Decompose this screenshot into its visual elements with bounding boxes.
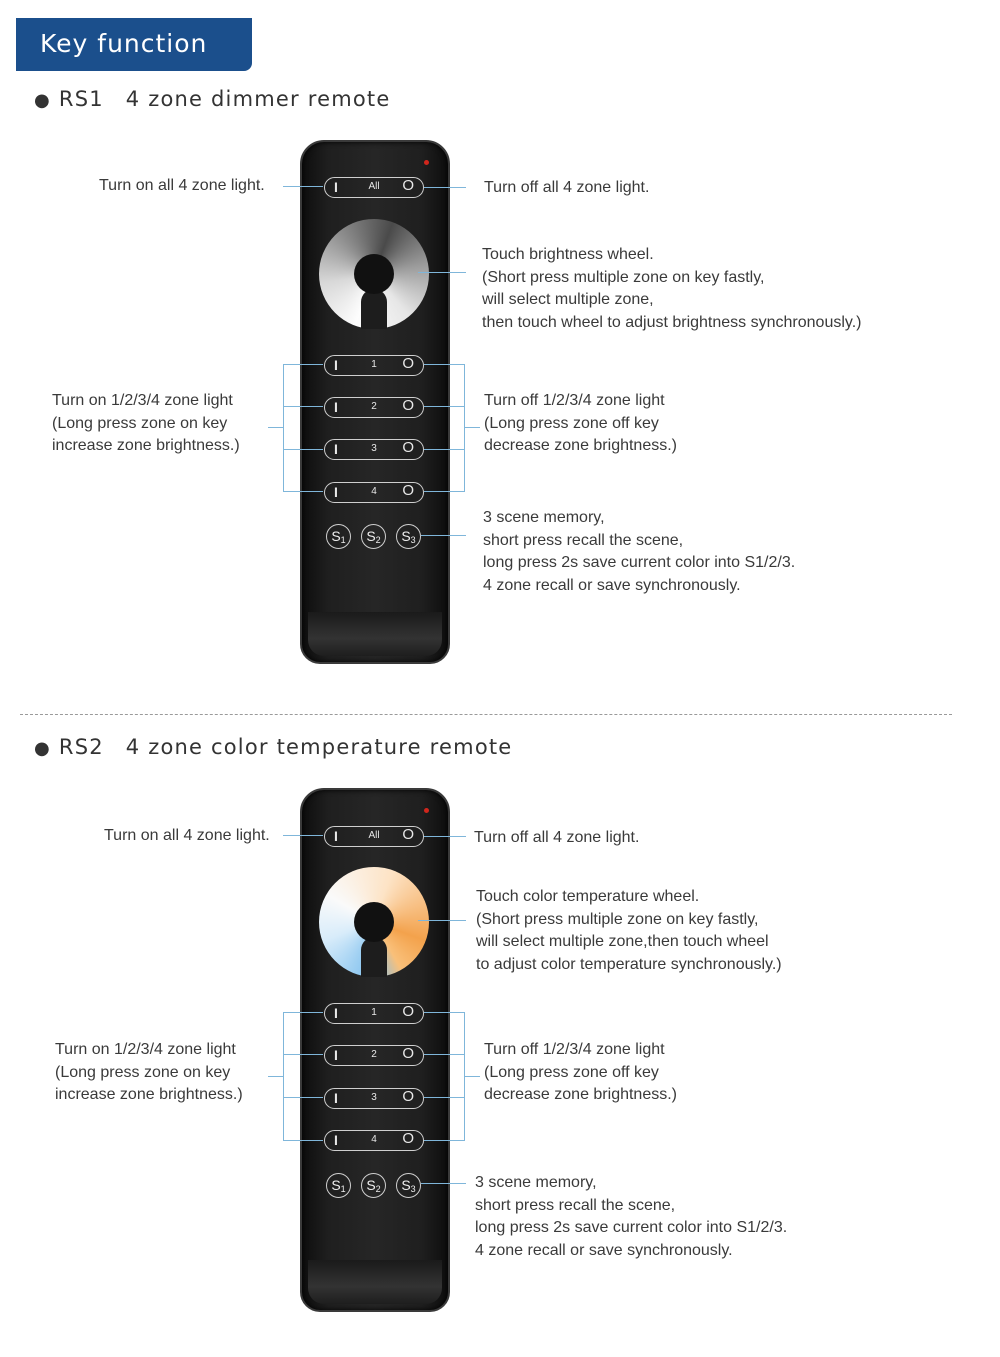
- all-label: All: [368, 830, 380, 841]
- bracket-line: [283, 364, 323, 365]
- bracket-line: [424, 406, 464, 407]
- note-line: increase zone brightness.): [55, 1086, 243, 1103]
- zone-label: 2: [371, 401, 377, 412]
- bracket-line: [424, 1097, 464, 1098]
- note-all-on: [104, 825, 270, 848]
- page-title: Key function: [40, 29, 208, 58]
- note-line: decrease zone brightness.): [484, 437, 677, 454]
- remote-bottom-band: [308, 1260, 442, 1304]
- note-line: 3 scene memory,: [483, 509, 605, 526]
- scene-number: 3: [410, 535, 416, 545]
- note-wheel: [482, 244, 861, 334]
- note-line: Turn on 1/2/3/4 zone light: [55, 1041, 236, 1058]
- zone-1-button[interactable]: [324, 355, 424, 376]
- note-line: short press recall the scene,: [475, 1196, 676, 1214]
- bracket-line: [283, 449, 323, 450]
- leader-line: [424, 187, 466, 188]
- note-line: Turn off 1/2/3/4 zone light: [484, 1041, 665, 1058]
- wheel-center: [354, 902, 394, 942]
- leader-line: [268, 1076, 283, 1077]
- note-line: increase zone brightness.): [52, 437, 240, 454]
- bracket-line: [424, 1012, 464, 1013]
- scene-2-button[interactable]: [361, 524, 386, 549]
- note-zone-off: [484, 1039, 677, 1107]
- bracket-line: [283, 406, 323, 407]
- model-description: 4 zone dimmer remote: [125, 87, 391, 111]
- on-symbol: I: [334, 828, 338, 844]
- note-all-on: [99, 175, 265, 198]
- off-symbol: O: [402, 439, 414, 456]
- leader-line: [421, 1183, 466, 1184]
- zone-label: 1: [371, 1007, 377, 1018]
- note-line: will select multiple zone,: [482, 291, 654, 308]
- zone-label: 3: [371, 443, 377, 454]
- zone-label: 3: [371, 1092, 377, 1103]
- zone-2-button[interactable]: [324, 397, 424, 418]
- zone-label: 1: [371, 359, 377, 370]
- zone-4-button[interactable]: [324, 1130, 424, 1151]
- scene-number: 1: [340, 535, 346, 545]
- on-symbol: I: [334, 441, 338, 457]
- on-symbol: I: [334, 399, 338, 415]
- bracket-line: [283, 1054, 323, 1055]
- note-line: Touch brightness wheel.: [482, 246, 654, 263]
- on-symbol: I: [334, 357, 338, 373]
- note-line: Turn on 1/2/3/4 zone light: [52, 392, 233, 409]
- bullet-icon: ●: [34, 738, 51, 759]
- bracket-line: [283, 1140, 323, 1141]
- note-line: Touch color temperature wheel.: [476, 888, 700, 905]
- note-line: Turn off all 4 zone light.: [474, 829, 640, 846]
- scene-number: 2: [375, 535, 381, 545]
- bracket-line: [283, 364, 284, 492]
- note-line: short press recall the scene,: [483, 531, 684, 549]
- bracket-line: [283, 1012, 284, 1141]
- zone-label: 2: [371, 1049, 377, 1060]
- zone-label: 4: [371, 486, 377, 497]
- off-symbol: O: [402, 1045, 414, 1062]
- zone-3-button[interactable]: [324, 439, 424, 460]
- note-line: (Short press multiple zone on key fastly,: [476, 910, 759, 928]
- off-symbol: O: [402, 826, 414, 843]
- on-symbol: I: [334, 484, 338, 500]
- note-line: (Long press zone off key: [484, 1063, 659, 1081]
- leader-line: [421, 535, 466, 536]
- remote-bottom-band: [308, 612, 442, 656]
- all-label: All: [368, 181, 380, 192]
- zone-3-button[interactable]: [324, 1088, 424, 1109]
- led-indicator: [424, 808, 429, 813]
- note-line: 4 zone recall or save synchronously.: [483, 576, 741, 594]
- bracket-line: [283, 491, 323, 492]
- note-line: long press 2s save current color into S1/2/3.: [475, 1219, 788, 1236]
- note-zone-off: [484, 390, 677, 458]
- zone-1-button[interactable]: [324, 1003, 424, 1024]
- note-zone-on: [55, 1039, 243, 1107]
- all-zone-button[interactable]: [324, 177, 424, 198]
- note-line: 4 zone recall or save synchronously.: [475, 1241, 733, 1259]
- bracket-line: [424, 364, 464, 365]
- scene-letter: S: [331, 1177, 341, 1193]
- scene-letter: S: [331, 528, 341, 544]
- color-temperature-wheel-icon[interactable]: [319, 867, 429, 977]
- note-zone-on: [52, 390, 240, 458]
- off-symbol: O: [402, 1088, 414, 1105]
- led-indicator: [424, 160, 429, 165]
- scene-1-button[interactable]: [326, 524, 351, 549]
- leader-line: [283, 835, 323, 836]
- note-line: Turn off 1/2/3/4 zone light: [484, 392, 665, 409]
- scene-number: 2: [375, 1184, 381, 1194]
- bracket-line: [464, 364, 465, 492]
- note-all-off: [484, 177, 649, 200]
- scene-3-button[interactable]: [396, 1173, 421, 1198]
- scene-letter: S: [401, 528, 411, 544]
- on-symbol: I: [334, 1005, 338, 1021]
- wheel-notch: [361, 937, 387, 977]
- remote-rs2: [300, 788, 450, 1312]
- model-name: RS2: [58, 735, 104, 759]
- off-symbol: O: [402, 397, 414, 414]
- bracket-line: [283, 1012, 323, 1013]
- all-zone-button[interactable]: [324, 826, 424, 847]
- section-title-rs2: [34, 735, 512, 759]
- note-line: Turn on all 4 zone light.: [99, 177, 265, 194]
- zone-label: 4: [371, 1134, 377, 1145]
- off-symbol: O: [402, 1003, 414, 1020]
- zone-2-button[interactable]: [324, 1045, 424, 1066]
- off-symbol: O: [402, 177, 414, 194]
- note-line: to adjust color temperature synchronously.): [476, 955, 782, 973]
- scene-1-button[interactable]: [326, 1173, 351, 1198]
- bullet-icon: ●: [34, 90, 51, 111]
- on-symbol: I: [334, 1132, 338, 1148]
- note-line: decrease zone brightness.): [484, 1086, 677, 1103]
- note-line: Turn off all 4 zone light.: [484, 179, 650, 196]
- note-line: Turn on all 4 zone light.: [104, 827, 270, 844]
- scene-2-button[interactable]: [361, 1173, 386, 1198]
- on-symbol: I: [334, 179, 338, 195]
- scene-3-button[interactable]: [396, 524, 421, 549]
- note-line: (Long press zone off key: [484, 414, 659, 432]
- note-line: 3 scene memory,: [475, 1174, 597, 1191]
- note-wheel: [476, 886, 782, 976]
- note-line: then touch wheel to adjust brightness synchronously.): [482, 313, 862, 331]
- bracket-line: [424, 449, 464, 450]
- off-symbol: O: [402, 482, 414, 499]
- on-symbol: I: [334, 1090, 338, 1106]
- note-scene: [475, 1172, 787, 1262]
- brightness-wheel-icon[interactable]: [319, 219, 429, 329]
- note-line: (Long press zone on key: [55, 1063, 231, 1081]
- note-all-off: [474, 827, 639, 850]
- model-name: RS1: [58, 87, 104, 111]
- bracket-line: [283, 1097, 323, 1098]
- bracket-line: [424, 491, 464, 492]
- scene-number: 1: [340, 1184, 346, 1194]
- off-symbol: O: [402, 1130, 414, 1147]
- scene-letter: S: [401, 1177, 411, 1193]
- note-line: long press 2s save current color into S1/2/3.: [483, 554, 796, 571]
- leader-line: [283, 186, 323, 187]
- bracket-line: [424, 1140, 464, 1141]
- leader-line: [424, 836, 466, 837]
- on-symbol: I: [334, 1047, 338, 1063]
- bracket-line: [424, 1054, 464, 1055]
- note-line: (Long press zone on key: [52, 414, 228, 432]
- leader-line: [465, 427, 480, 428]
- leader-line: [465, 1076, 480, 1077]
- model-description: 4 zone color temperature remote: [125, 735, 513, 759]
- leader-line: [268, 427, 283, 428]
- leader-line: [418, 920, 466, 921]
- note-line: will select multiple zone,then touch wheel: [476, 933, 769, 950]
- wheel-center: [354, 254, 394, 294]
- wheel-notch: [361, 289, 387, 329]
- remote-rs1: [300, 140, 450, 664]
- note-line: (Short press multiple zone on key fastly,: [482, 268, 765, 286]
- note-scene: [483, 507, 795, 597]
- header-banner: [16, 18, 252, 71]
- scene-number: 3: [410, 1184, 416, 1194]
- scene-letter: S: [366, 1177, 376, 1193]
- zone-4-button[interactable]: [324, 482, 424, 503]
- leader-line: [418, 272, 466, 273]
- section-title-rs1: [34, 87, 390, 111]
- off-symbol: O: [402, 355, 414, 372]
- scene-letter: S: [366, 528, 376, 544]
- section-divider: [20, 714, 952, 715]
